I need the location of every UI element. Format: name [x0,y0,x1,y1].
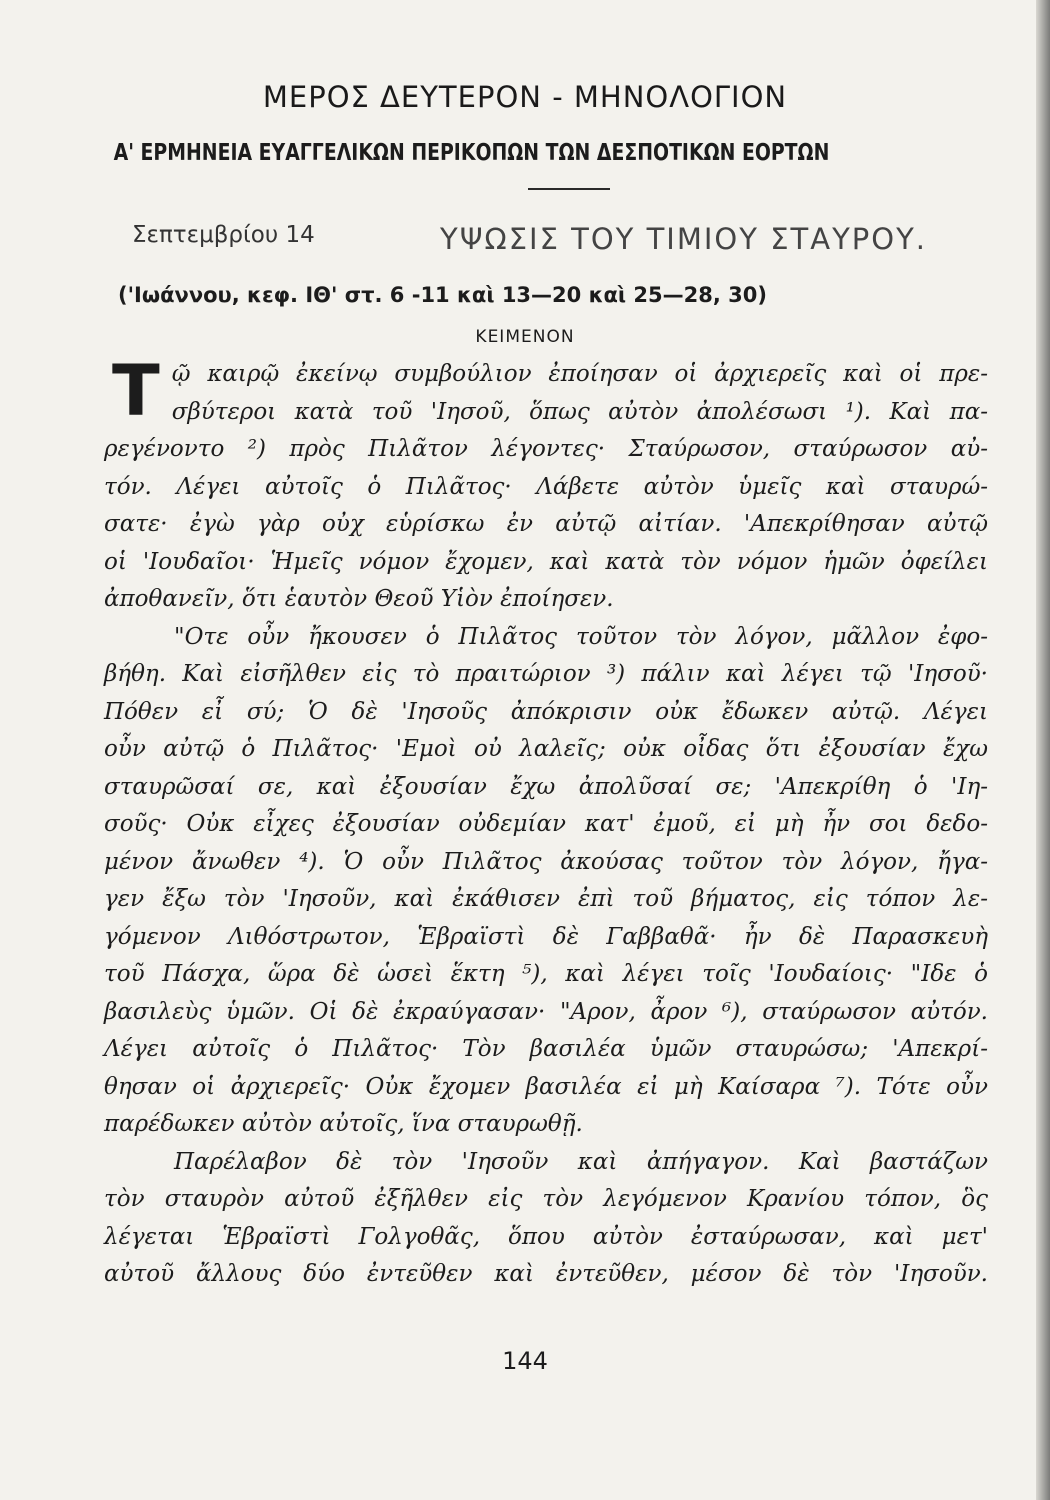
page-edge [1036,0,1050,1500]
text-heading: ΚΕΙΜΕΝΟΝ [475,327,575,347]
text-line: γόμενον Λιθόστρωτον, Ἑβραϊστὶ δὲ Γαββαθᾶ· ἦν δὲ Παρασκευὴ [104,923,988,950]
text-line: τόν. Λέγει αὐτοῖς ὁ Πιλᾶτος· Λάβετε αὐτὸν ὑμεῖς καὶ σταυρώ- [104,473,988,500]
text-line: ρεγένοντο ²) πρὸς Πιλᾶτον λέγοντες· Σταύρωσον, σταύρωσον αὐ- [104,436,988,462]
text-line: ῷ καιρῷ ἐκείνῳ συμβούλιον ἐποίησαν οἱ ἀρχιερεῖς καὶ οἱ πρε- [171,361,988,387]
text-line: Λέγει αὐτοῖς ὁ Πιλᾶτος· Τὸν βασιλέα ὑμῶν σταυρώσω; 'Απεκρί- [104,1036,988,1062]
text-line: σβύτεροι κατὰ τοῦ 'Ιησοῦ, ὅπως αὐτὸν ἀπολέσωσι ¹). Καὶ πα- [171,398,988,425]
text-line: τὸν σταυρὸν αὐτοῦ ἐξῆλθεν εἰς τὸν λεγόμενον Κρανίου τόπον, ὃς [104,1186,988,1212]
text-line: "Οτε οὖν ἤκουσεν ὁ Πιλᾶτος τοῦτον τὸν λόγον, μᾶλλον ἐφο- [174,623,988,650]
scripture-text [104,350,988,1294]
drop-cap: Τ [112,350,160,432]
text-line: βήθη. Καὶ εἰσῆλθεν εἰς τὸ πραιτώριον ³) πάλιν καὶ λέγει τῷ 'Ιησοῦ· [104,661,988,687]
section-title: Α' ΕΡΜΗΝΕΙΑ ΕΥΑΓΓΕΛΙΚΩΝ ΠΕΡΙΚΟΠΩΝ ΤΩΝ ΔΕΣΠΟΤΙΚΩΝ ΕΟΡΤΩΝ [113,140,830,166]
part-title: ΜΕΡΟΣ ΔΕΥΤΕΡΟΝ - ΜΗΝΟΛΟΓΙΟΝ [262,80,788,114]
text-line: σοῦς· Οὐκ εἶχες ἐξουσίαν οὐδεμίαν κατ' ἐμοῦ, εἰ μὴ ἦν σοι δεδο- [104,811,988,837]
page-number: 144 [502,1347,548,1375]
feast-date: Σεπτεμβρίου 14 [132,222,315,248]
text-line: οἱ 'Ιουδαῖοι· Ἡμεῖς νόμον ἔχομεν, καὶ κατὰ τὸν νόμον ἡμῶν ὀφείλει [104,548,988,575]
text-line: Πόθεν εἶ σύ; Ὁ δὲ 'Ιησοῦς ἀπόκρισιν οὐκ ἔδωκεν αὐτῷ. Λέγει [104,698,988,725]
feast-title: ΥΨΩΣΙΣ ΤΟΥ ΤΙΜΙΟΥ ΣΤΑΥΡΟΥ. [440,222,928,256]
text-line: λέγεται Ἑβραϊστὶ Γολγοθᾶς, ὅπου αὐτὸν ἐσταύρωσαν, καὶ μετ' [104,1223,988,1250]
text-line: μένον ἄνωθεν ⁴). Ὁ οὖν Πιλᾶτος ἀκούσας τοῦτον τὸν λόγον, ἤγα- [104,848,988,875]
text-line: γεν ἔξω τὸν 'Ιησοῦν, καὶ ἐκάθισεν ἐπὶ τοῦ βήματος, εἰς τόπον λε- [104,886,988,912]
text-line: θησαν οἱ ἀρχιερεῖς· Οὐκ ἔχομεν βασιλέα εἰ μὴ Καίσαρα ⁷). Τότε οὖν [104,1073,988,1100]
scripture-reference: ('Ιωάννου, κεφ. ΙΘ' στ. 6 -11 καὶ 13—20 καὶ 25—28, 30) [118,283,767,307]
text-line: αὐτοῦ ἄλλους δύο ἐντεῦθεν καὶ ἐντεῦθεν, μέσον δὲ τὸν 'Ιησοῦν. [104,1261,988,1287]
divider-rule [528,188,610,190]
text-line: σταυρῶσαί σε, καὶ ἐξουσίαν ἔχω ἀπολῦσαί σε; 'Απεκρίθη ὁ 'Ιη- [104,773,988,800]
text-line: σατε· ἐγὼ γὰρ οὐχ εὑρίσκω ἐν αὐτῷ αἰτίαν. 'Απεκρίθησαν αὐτῷ [104,511,988,537]
text-line: οὖν αὐτῷ ὁ Πιλᾶτος· 'Εμοὶ οὐ λαλεῖς; οὐκ οἶδας ὅτι ἐξουσίαν ἔχω [104,736,988,762]
text-line: τοῦ Πάσχα, ὥρα δὲ ὡσεὶ ἕκτη ⁵), καὶ λέγει τοῖς 'Ιουδαίοις· "Ιδε ὁ [104,961,988,987]
text-line: Παρέλαβον δὲ τὸν 'Ιησοῦν καὶ ἀπήγαγον. Καὶ βαστάζων [174,1148,988,1175]
text-line: ἀποθανεῖν, ὅτι ἑαυτὸν Θεοῦ Υἱὸν ἐποίησεν. [104,586,614,612]
text-line: παρέδωκεν αὐτὸν αὐτοῖς, ἵνα σταυρωθῇ. [104,1111,583,1137]
text-line: βασιλεὺς ὑμῶν. Οἱ δὲ ἐκραύγασαν· "Αρον, ἆρον ⁶), σταύρωσον αὐτόν. [104,998,988,1025]
